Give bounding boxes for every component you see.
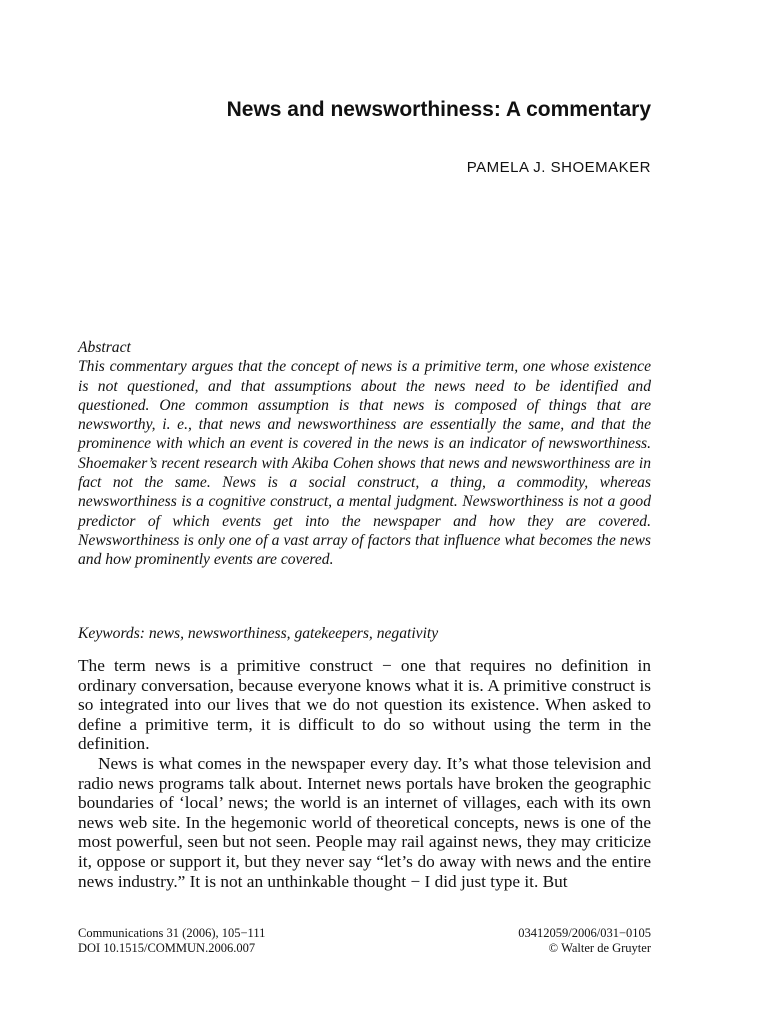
footer-left: [78, 926, 265, 956]
body-paragraph-1: The term news is a primitive construct − one that requires no definition in ordinary conversation, because everyone knows what it is. A primitive construct is so integrated into our lives that we do not question its existence. When asked to define a primitive term, it is difficult to do so without using the term in the definition.: [78, 656, 651, 754]
doi-text: DOI 10.1515/COMMUN.2006.007: [78, 941, 256, 955]
abstract-section: [78, 338, 651, 570]
copyright-notice: © Walter de Gruyter: [548, 941, 651, 955]
body-paragraph-2: News is what comes in the newspaper every day. It’s what those television and radio news programs talk about. Internet news portals have broken the geographic boundaries of ‘local’ news; the world is an internet of villages, each with its own news web site. In the hegemonic world of theoretical concepts, news is one of the most powerful, seen but not seen. People may rail against news, they may criticize it, oppose or support it, but they never say “let’s do away with news and the entire news industry.” It is not an unthinkable thought − I did just type it. But: [78, 753, 651, 891]
paper-author: PAMELA J. SHOEMAKER: [466, 159, 651, 176]
footer-right: [518, 926, 651, 956]
body-text: [78, 656, 651, 891]
paper-title: News and newsworthiness: A commentary: [226, 98, 651, 121]
keywords-line: Keywords: news, newsworthiness, gatekeepers, negativity: [78, 625, 439, 642]
journal-code: 03412059/2006/031−0105: [518, 926, 651, 940]
journal-citation: Communications 31 (2006), 105−111: [78, 926, 266, 940]
abstract-heading: Abstract: [78, 339, 131, 356]
abstract-text: This commentary argues that the concept of news is a primitive term, one whose existence is not questioned, and that assumptions about the news need to be identified and questioned. One common assumption is that news is composed of things that are newsworthy, i. e., that news and newsworthiness are essentially the same, and that the prominence with which an event is covered in the news is an indicator of newsworthiness. Shoemaker’s recent research with Akiba Cohen shows that news and newsworthiness are in fact not the same. News is a social construct, a thing, a commodity, whereas newsworthiness is a cognitive construct, a mental judgment. Newsworthiness is not a good predictor of which events get into the newspaper and how they are covered. Newsworthiness is only one of a vast array of factors that influence what becomes the news and how prominently events are covered.: [78, 358, 651, 569]
